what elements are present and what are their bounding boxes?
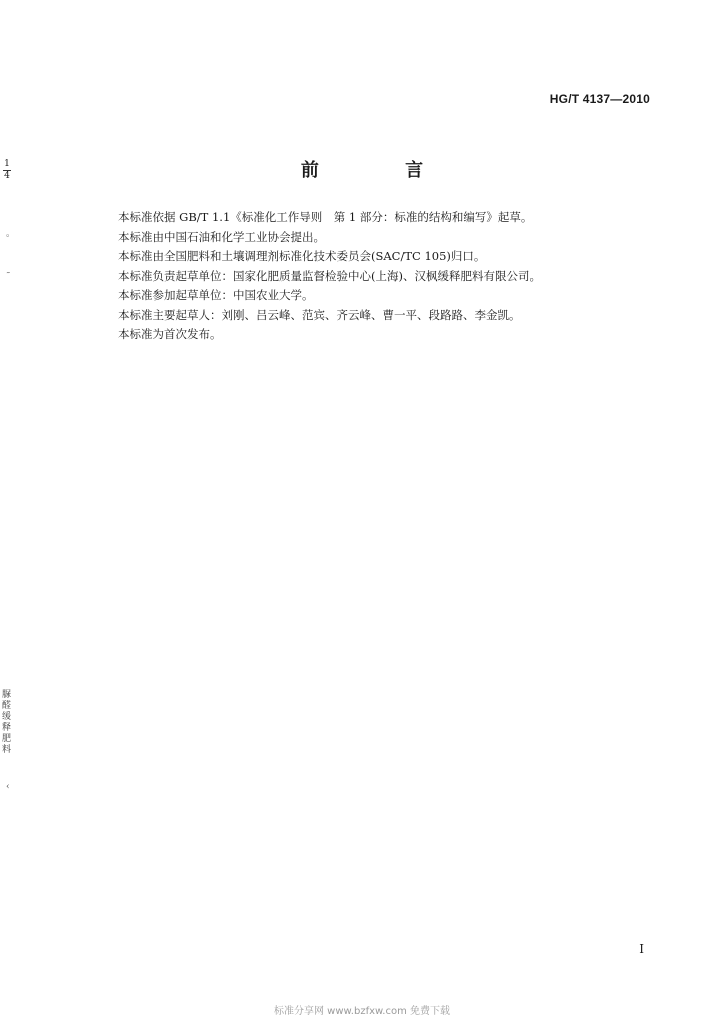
margin-dot: 。	[6, 229, 16, 239]
paragraph: 本标准由全国肥料和土壤调理剂标准化技术委员会(SAC/TC 105)归口。	[118, 249, 486, 263]
fraction-numerator: 1	[4, 159, 10, 169]
footer-watermark: 标准分享网 www.bzfxw.com 免费下载	[274, 1006, 450, 1017]
paragraph: 本标准主要起草人：刘刚、吕云峰、范宾、齐云峰、曹一平、段路路、李金凯。	[118, 307, 521, 322]
paragraph: 本标准参加起草单位：中国农业大学。	[118, 288, 314, 302]
paragraph: 本标准由中国石油和化学工业协会提出。	[118, 229, 325, 244]
margin-vertical-title: 脲醛缓释肥料	[2, 690, 12, 755]
standard-code: HG/T 4137—2010	[549, 92, 650, 106]
paragraph: 本标准依据 GB/T 1.1《标准化工作导则 第 1 部分：标准的结构和编写》起草。	[118, 210, 533, 224]
fraction-denominator: 4	[4, 171, 10, 181]
margin-dot: ˜	[6, 272, 11, 282]
page-number: I	[639, 942, 644, 956]
page-title: 前 言	[300, 160, 464, 181]
paragraph: 本标准负责起草单位：国家化肥质量监督检验中心(上海)、汉枫缓释肥料有限公司。	[118, 268, 541, 283]
paragraph: 本标准为首次发布。	[118, 327, 222, 341]
margin-fraction	[3, 160, 11, 181]
body-text	[118, 208, 638, 345]
margin-dot: ‹	[6, 782, 10, 792]
